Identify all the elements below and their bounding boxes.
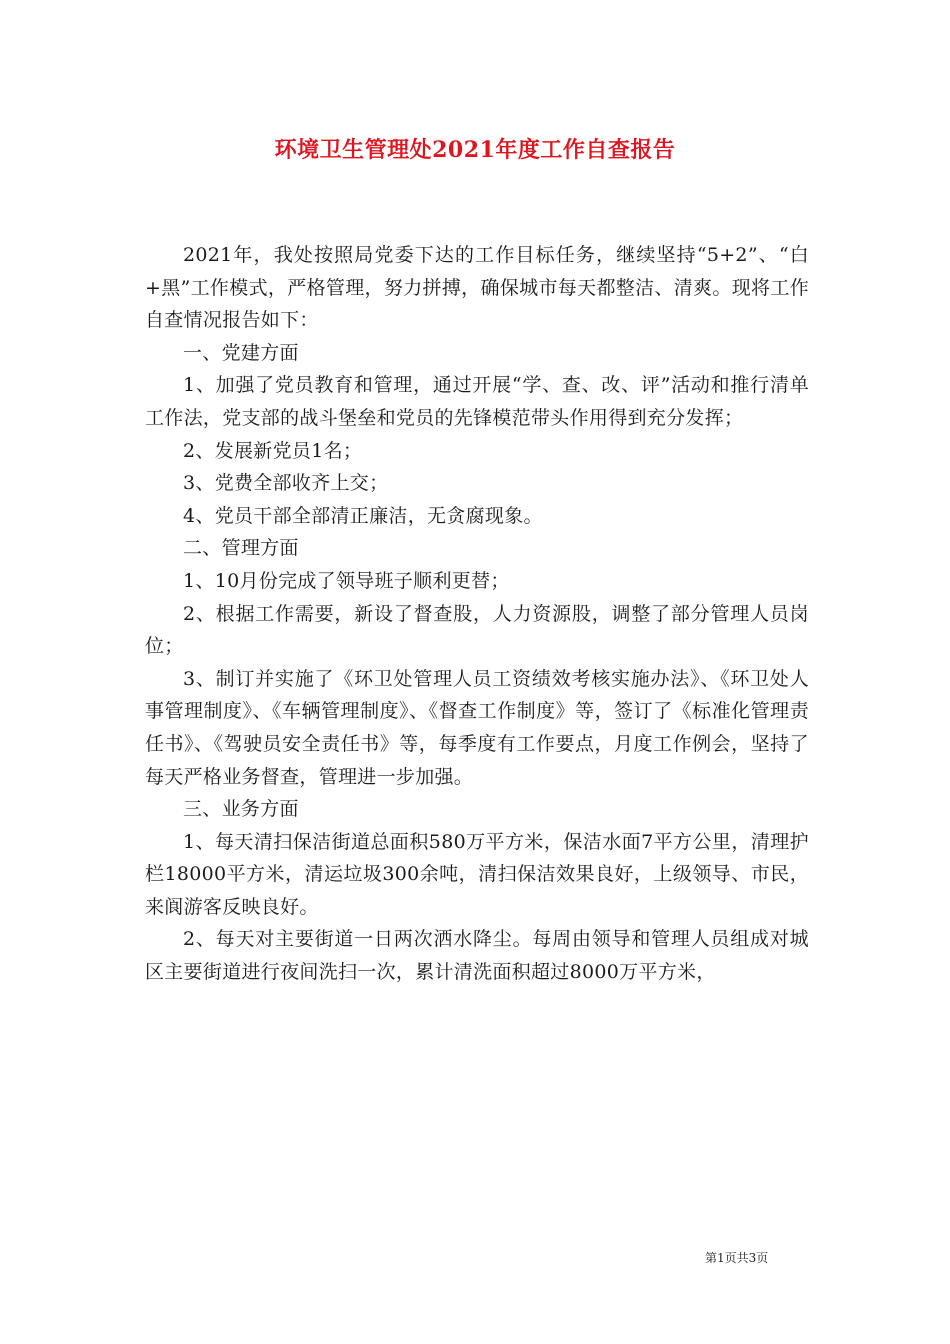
section-heading-party-building: 一、党建方面 <box>183 341 299 364</box>
paragraph-management-1: 1、10月份完成了领导班子顺利更替； <box>183 569 510 592</box>
section-heading-management: 二、管理方面 <box>183 537 299 560</box>
paragraph-party-4: 4、党员干部全部清正廉洁，无贪腐现象。 <box>183 504 543 527</box>
page-number: 第1页共3页 <box>705 1251 769 1265</box>
paragraph-party-1: 1、加强了党员教育和管理，通过开展“学、查、改、评”活动和推行清单工作法，党支部的战斗堡垒和党员的先锋模范带头作用得到充分发挥； <box>145 374 809 429</box>
section-heading-business: 三、业务方面 <box>183 798 299 821</box>
paragraph-management-3: 3、制订并实施了《环卫处管理人员工资绩效考核实施办法》、《环卫处人事管理制度》、《车辆管理制度》、《督查工作制度》等，签订了《标准化管理责任书》、《驾驶员安全责任书》等，每季度有工作要点，月度工作例会，坚持了每天严格业务督查，管理进一步加强。 <box>145 667 809 788</box>
paragraph-party-3: 3、党费全部收齐上交； <box>183 472 389 495</box>
paragraph-management-2: 2、根据工作需要，新设了督查股，人力资源股，调整了部分管理人员岗位； <box>145 602 809 658</box>
paragraph-party-2: 2、发展新党员1名； <box>183 439 363 462</box>
document-body <box>145 239 809 989</box>
paragraph-business-2: 2、每天对主要街道一日两次洒水降尘。每周由领导和管理人员组成对城区主要街道进行夜间洗扫一次，累计清洗面积超过8000万平方米， <box>145 928 809 984</box>
paragraph-business-1: 1、每天清扫保洁街道总面积580万平方米，保洁水面7平方公里，清理护栏18000平方米，清运垃圾300余吨，清扫保洁效果良好，上级领导、市民，来阆游客反映良好。 <box>145 830 809 918</box>
paragraph-intro: 2021年，我处按照局党委下达的工作目标任务，继续坚持“5+2”、“白+黑”工作模式，严格管理，努力拼搏，确保城市每天都整洁、清爽。现将工作自查情况报告如下： <box>145 244 809 332</box>
document-title: 环境卫生管理处2021年度工作自查报告 <box>274 137 676 163</box>
